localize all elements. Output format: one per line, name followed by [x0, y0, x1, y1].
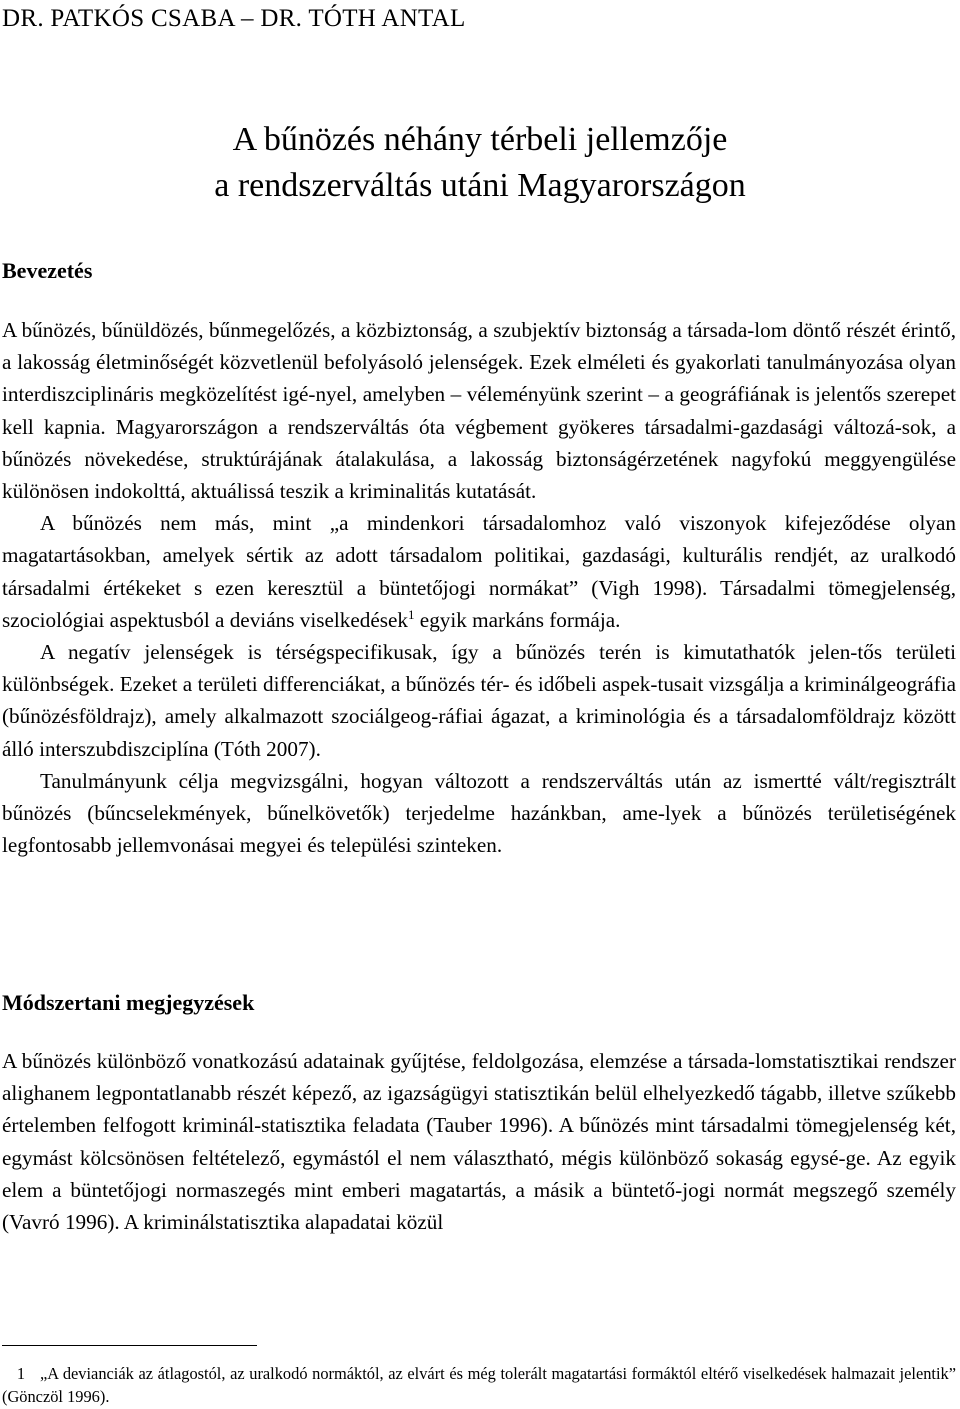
footnote-number: 1 [16, 1364, 26, 1383]
title-line-2: a rendszerváltás utáni Magyarországon [214, 167, 746, 204]
paragraph-intro-3: A negatív jelenségek is térségspecifikusak, így a bűnözés terén is kimutathatók jelen-tős területi különbségek. Ezeket a területi differenciákat, a bűnözés tér- és időbeli aspek-tusait vizsgálja a kriminálgeográfia (bűnözésföldrajz), amely alkalmazott szociálgeog-ráfiai ágazat, a kriminológia és a társadalomföldrajz között álló interszubdiszciplína (Tóth 2007). [2, 640, 956, 761]
paragraph-intro-2-tail: egyik markáns formája. [414, 607, 621, 632]
footnote-text: „A devianciák az átlagostól, az uralkodó normáktól, az elvárt és még tolerált magatartási formáktól eltérő viselkedések halmazait jelentik” (Gönczöl 1996). [2, 1364, 956, 1406]
footnote-reference: 1 [408, 606, 415, 622]
paragraph-intro-2 [2, 507, 956, 636]
paragraph-intro-1: A bűnözés, bűnüldözés, bűnmegelőzés, a közbiztonság, a szubjektív biztonság a társada-lom döntő részét érintő, a lakosság életminőségét közvetlenül befolyásoló jelenségek. Ezek elméleti és gyakorlati tanulmányozása olyan interdiszciplináris megközelítést igé-nyel, amelyben – véleményünk szerint – a geográfiának is jelentős szerepet kell kapnia. Magyarországon a rendszerváltás óta végbement gyökeres társadalmi-gazdasági változá-sok, a bűnözés növekedése, struktúrájának átalakulása, a lakosság biztonságérzetének nagyfokú meggyengülése különösen indokolttá, aktuálissá teszik a kriminalitás kutatását. [2, 318, 956, 504]
footnote [2, 1362, 956, 1408]
article-title [0, 117, 960, 209]
title-line-1: A bűnözés néhány térbeli jellemzője [232, 121, 728, 158]
introduction-body [2, 314, 956, 861]
section-heading-methodology: Módszertani megjegyzések [2, 990, 255, 1015]
paragraph-intro-4: Tanulmányunk célja megvizsgálni, hogyan változott a rendszerváltás után az ismertté vált/regisztrált bűnözés (bűncselekmények, bűnelkövetők) terjedelme hazánkban, ame-lyek a bűnözés területiségének legfontosabb jellemvonásai megyei és települési szinteken. [2, 768, 956, 858]
paragraph-intro-2-text: A bűnözés nem más, mint „a mindenkori társadalomhoz való viszonyok kifejeződése olyan magatartásokban, amelyek sértik az adott társadalom politikai, gazdasági, kulturális rendjét, az uralkodó társadalmi értékeket s ezen keresztül a büntetőjogi normákat” (Vigh 1998). Társadalmi tömegjelenség, szociológiai aspektusból a deviáns viselkedések [2, 511, 956, 632]
author-header: DR. PATKÓS CSABA – DR. TÓTH ANTAL [2, 5, 466, 32]
section-heading-introduction: Bevezetés [2, 258, 93, 283]
paragraph-methodology-1: A bűnözés különböző vonatkozású adatainak gyűjtése, feldolgozása, elemzése a társada-lomstatisztikai rendszer alighanem legpontatlanabb részét képező, az igazságügyi statisztikán belül elhelyezkedő tágabb, illetve szűkebb értelemben felfogott kriminál-statisztika feladata (Tauber 1996). A bűnözés mint társadalmi tömegjelenség két, egymást kölcsönösen feltételező, egymástól el nem választható, mégis különböző sokaság egysé-ge. Az egyik elem a büntetőjogi normaszegés mint emberi magatartás, a másik a büntető-jogi normát megszegő személy (Vavró 1996). A kriminálstatisztika alapadatai közül [2, 1049, 956, 1235]
methodology-body [2, 1045, 956, 1238]
footnote-divider [2, 1345, 257, 1346]
